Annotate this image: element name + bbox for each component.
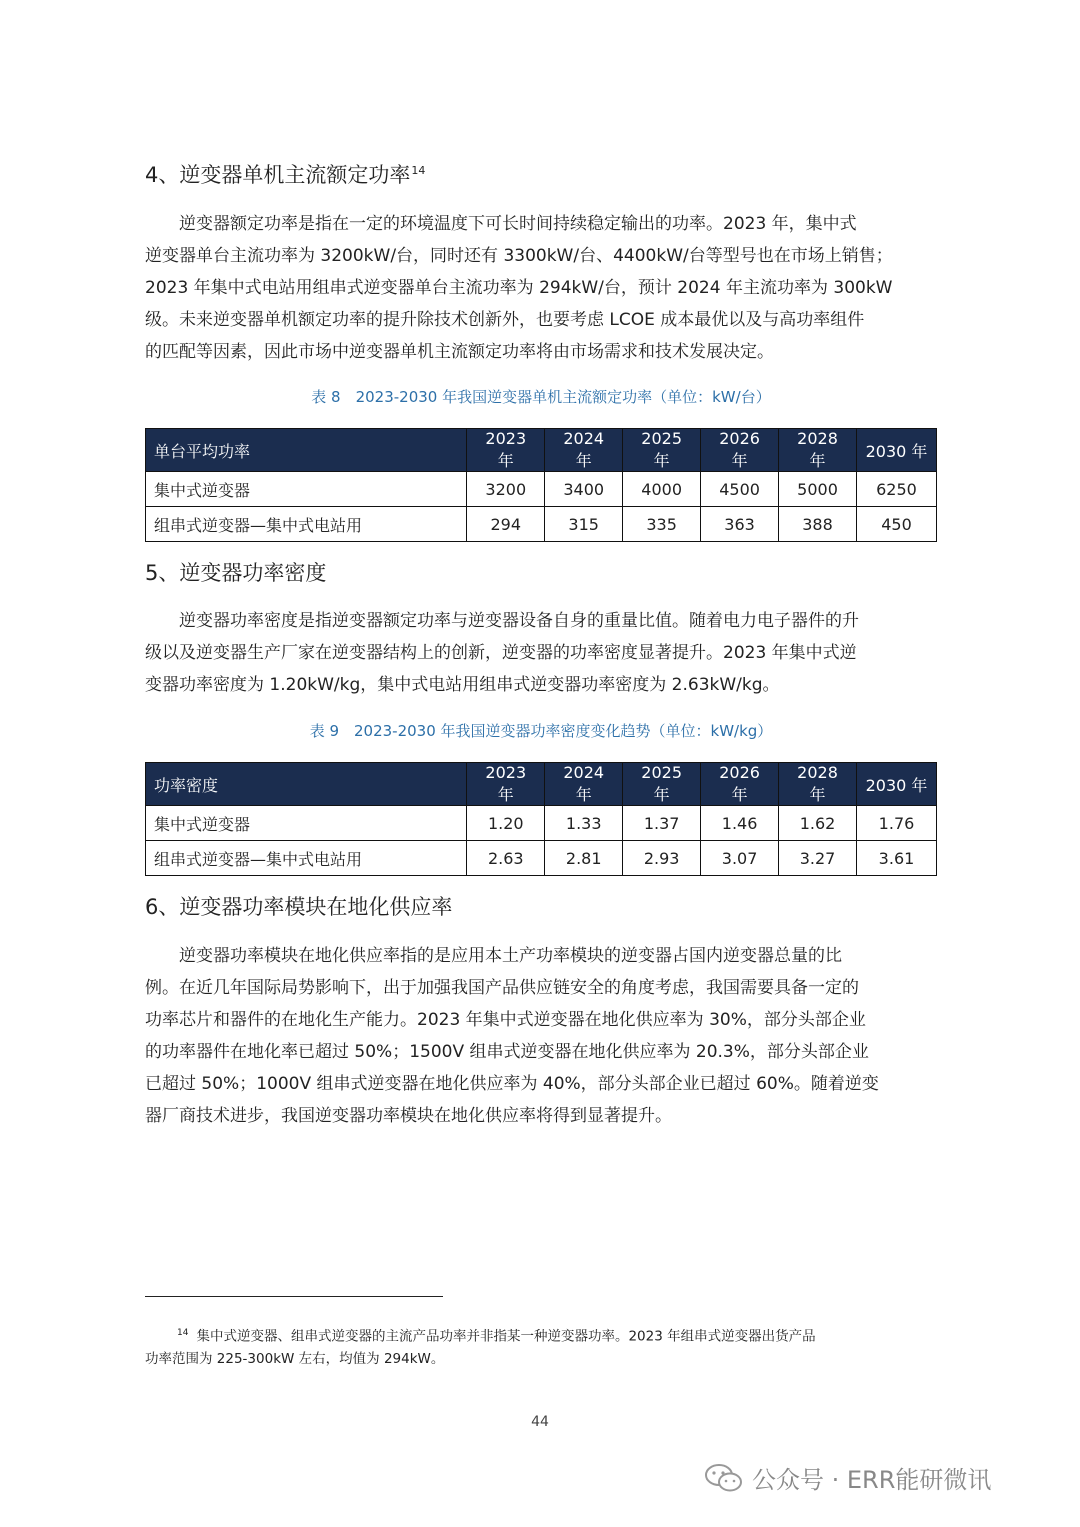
table-cell: 335 xyxy=(623,507,701,542)
column-header: 2030 年 xyxy=(856,763,936,806)
table-cell: 1.33 xyxy=(545,806,623,841)
footnote-number: 14 xyxy=(177,1328,189,1338)
column-header: 2025 年 xyxy=(623,429,701,472)
table-cell: 3200 xyxy=(467,472,545,507)
table-cell: 1.20 xyxy=(467,806,545,841)
column-header: 2025 年 xyxy=(623,763,701,806)
footnote-ref[interactable]: 14 xyxy=(411,164,426,177)
table-row xyxy=(146,806,937,841)
paragraph: 逆变器功率模块在地化供应率指的是应用本土产功率模块的逆变器占国内逆变器总量的比 例。在近几年国际局势影响下，出于加强我国产品供应链安全的角度考虑，我国需要具备一定的 功率芯片和器件的在地化生产能力。2023 年集中式逆变器在地化供应率为 30%，部分头部企业 的功率器件在地化率已超过 50%；1500V 组串式逆变器在地化供应率为 20.3%，部分头部企业 已超过 50%；1000V 组串式逆变器在地化供应率为 40%，部分头部企业已超过 60%。随着逆变 器厂商技术进步，我国逆变器功率模块在地化供应率将得到显著提升。 xyxy=(145,946,879,1126)
table-cell: 4000 xyxy=(623,472,701,507)
table-cell: 3.27 xyxy=(779,841,857,876)
section-heading: 5、逆变器功率密度 xyxy=(145,561,327,585)
table-row xyxy=(146,472,937,507)
column-header: 2023 年 xyxy=(467,429,545,472)
page-number: 44 xyxy=(531,1414,549,1430)
table-header-row xyxy=(146,429,937,472)
table-cell: 3.61 xyxy=(856,841,936,876)
table-cell: 363 xyxy=(701,507,779,542)
column-header: 2030 年 xyxy=(856,429,936,472)
table-cell: 1.62 xyxy=(779,806,857,841)
table-cell: 3.07 xyxy=(701,841,779,876)
section-heading: 6、逆变器功率模块在地化供应率 xyxy=(145,895,453,919)
table-cell: 5000 xyxy=(779,472,857,507)
table-caption: 表 9 2023-2030 年我国逆变器功率密度变化趋势（单位：kW/kg） xyxy=(309,722,773,740)
column-header: 单台平均功率 xyxy=(146,429,467,472)
watermark-text: 公众号 · ERR能研微讯 xyxy=(752,1466,992,1494)
table-cell: 4500 xyxy=(701,472,779,507)
paragraph: 逆变器额定功率是指在一定的环境温度下可长时间持续稳定输出的功率。2023 年，集中式 逆变器单台主流功率为 3200kW/台，同时还有 3300kW/台、4400kW/台等型号也在市场上销售； 2023 年集中式电站用组串式逆变器单台主流功率为 294kW/台，预计 2024 年主流功率为 300kW 级。未来逆变器单机额定功率的提升除技术创新外，也要考虑 LCOE 成本最优以及与高功率组件 的匹配等因素，因此市场中逆变器单机主流额定功率将由市场需求和技术发展决定。 xyxy=(145,214,893,362)
column-header: 2024 年 xyxy=(545,763,623,806)
table-cell: 集中式逆变器 xyxy=(146,806,467,841)
section-heading: 4、逆变器单机主流额定功率$^{14}$ xyxy=(145,163,426,187)
table-cell: 294 xyxy=(467,507,545,542)
table-row xyxy=(146,507,937,542)
table-row xyxy=(146,841,937,876)
table-cell: 450 xyxy=(856,507,936,542)
table-cell: 组串式逆变器—集中式电站用 xyxy=(146,841,467,876)
table-cell: 6250 xyxy=(856,472,936,507)
table-cell: 1.46 xyxy=(701,806,779,841)
column-header: 2028 年 xyxy=(779,763,857,806)
footnote: $^{14}$ 集中式逆变器、组串式逆变器的主流产品功率并非指某一种逆变器功率。2023 年组串式逆变器出货产品 功率范围为 225-300kW 左右，均值为 294kW。 xyxy=(145,1328,816,1367)
table-cell: 集中式逆变器 xyxy=(146,472,467,507)
data-table xyxy=(145,762,937,876)
column-header: 2026 年 xyxy=(701,763,779,806)
watermark xyxy=(704,1460,991,1495)
paragraph: 逆变器功率密度是指逆变器额定功率与逆变器设备自身的重量比值。随着电力电子器件的升 级以及逆变器生产厂家在逆变器结构上的创新，逆变器的功率密度显著提升。2023 年集中式逆 变器功率密度为 1.20kW/kg，集中式电站用组串式逆变器功率密度为 2.63kW/kg。 xyxy=(145,611,859,695)
column-header: 2023 年 xyxy=(467,763,545,806)
footnote-divider xyxy=(145,1296,443,1297)
table-header-row xyxy=(146,763,937,806)
column-header: 2024 年 xyxy=(545,429,623,472)
table-cell: 2.93 xyxy=(623,841,701,876)
table-cell: 1.76 xyxy=(856,806,936,841)
table-cell: 3400 xyxy=(545,472,623,507)
table-cell: 2.81 xyxy=(545,841,623,876)
table-cell: 315 xyxy=(545,507,623,542)
table-cell: 组串式逆变器—集中式电站用 xyxy=(146,507,467,542)
table-cell: 2.63 xyxy=(467,841,545,876)
data-table xyxy=(145,428,937,542)
column-header: 2026 年 xyxy=(701,429,779,472)
table-cell: 388 xyxy=(779,507,857,542)
table-cell: 1.37 xyxy=(623,806,701,841)
wechat-icon xyxy=(704,1463,744,1493)
column-header: 功率密度 xyxy=(146,763,467,806)
column-header: 2028 年 xyxy=(779,429,857,472)
table-caption: 表 8 2023-2030 年我国逆变器单机主流额定功率（单位：kW/台） xyxy=(311,388,771,406)
